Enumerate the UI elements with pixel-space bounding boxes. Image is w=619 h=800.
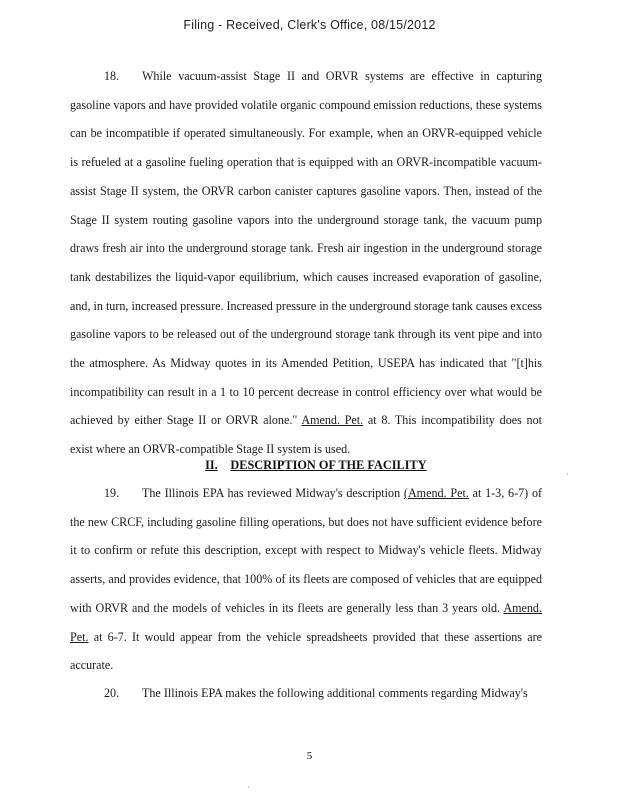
scan-speck: · — [247, 783, 250, 792]
filing-header: Filing - Received, Clerk's Office, 08/15/2012 — [183, 18, 436, 32]
section-heading — [0, 458, 619, 473]
page-number: 5 — [306, 750, 313, 762]
citation: Amend. Pet. — [301, 413, 364, 428]
paragraph-text-continued: at 1-3, 6-7) of the new CRCF, including gasoline filling operations, but does not have sufficient evidence before it to confirm or refute this description, except with respect to Midway's vehicle fleets. Midway asserts, and provides evidence, that 100% of its fleets are composed of vehicles that are equipped with ORVR and the models of vehicles in its fleets are generally less than 3 years old. — [70, 486, 543, 615]
section-number: II. — [205, 458, 218, 472]
paragraph-text: The Illinois EPA makes the following additional comments regarding Midway's — [142, 686, 528, 700]
paragraph-text-continued: at 8. This incompatibility does not exist where an ORVR-compatible Stage II system is used. — [70, 413, 543, 457]
paragraph-19 — [70, 479, 542, 680]
paragraph-text-continued: at 6-7. It would appear from the vehicle spreadsheets provided that these assertions are accurate. — [70, 629, 542, 673]
citation: Amend. Pet. — [70, 600, 543, 644]
paragraph-number: 20. — [104, 686, 120, 700]
paragraph-number: 19. — [104, 486, 120, 500]
paragraph-number: 18. — [104, 69, 120, 83]
section-title: DESCRIPTION OF THE FACILITY — [230, 458, 427, 472]
paragraph-20 — [70, 679, 542, 708]
scan-speck: · — [566, 470, 569, 479]
paragraph-text: While vacuum-assist Stage II and ORVR systems are effective in capturing gasoline vapors and have provided volatile organic compound emission reductions, these systems can be incompatible if operated simultaneously. For example, when an ORVR-equipped vehicle is refueled at a gasoline fueling operation that is equipped with an ORVR-incompatible vacuum-assist Stage II system, the ORVR carbon canister captures gasoline vapors. Then, instead of the Stage II system routing gasoline vapors into the underground storage tank, the vacuum pump draws fresh air into the underground storage tank. Fresh air ingestion in the underground storage tank destabilizes the liquid-vapor equilibrium, which causes increased evaporation of gasoline, and, in turn, increased pressure. Increased pressure in the underground storage tank causes excess gasoline vapors to be released out of the underground storage tank through its vent pipe and into the atmosphere. As Midway quotes in its Amended Petition, USEPA has indicated that "[t]his incompatibility can result in a 1 to 10 percent decrease in control efficiency over what would be achieved by either Stage II or ORVR alone." — [70, 69, 543, 428]
paragraph-text: The Illinois EPA has reviewed Midway's description — [142, 486, 401, 500]
paragraph-18 — [70, 62, 542, 464]
citation: (Amend. Pet. — [403, 486, 469, 500]
